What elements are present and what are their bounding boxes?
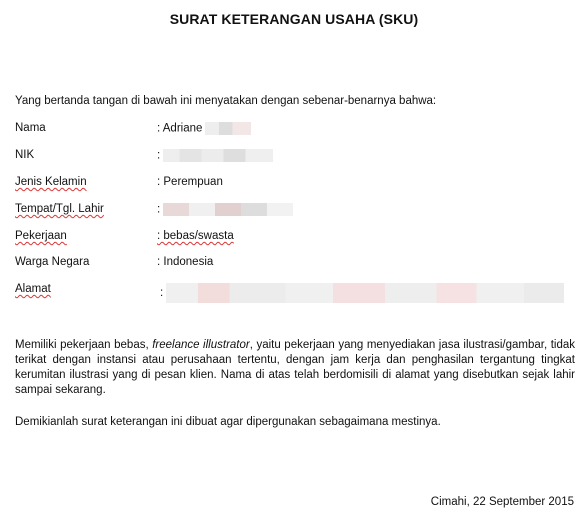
redacted-block (163, 149, 273, 162)
field-label: Nama (15, 122, 46, 134)
italic-profession: freelance illustrator (152, 339, 250, 351)
field-value: : Indonesia (157, 256, 214, 268)
field-label: Warga Negara (15, 256, 90, 268)
field-value: : bebas/swasta (157, 230, 234, 242)
field-value: : (157, 203, 161, 216)
field-label: NIK (15, 149, 35, 161)
field-label: Jenis Kelamin (15, 176, 87, 188)
field-label: Pekerjaan (15, 230, 67, 242)
intro-text: Yang bertanda tangan di bawah ini menyatakan dengan sebenar-benarnya bahwa: (15, 95, 437, 107)
field-value: : Perempuan (157, 176, 223, 188)
field-value: : (157, 149, 161, 162)
paragraph-closing: Demikianlah surat keterangan ini dibuat agar dipergunakan sebagaimana mestinya. (15, 416, 441, 428)
redacted-block (163, 203, 293, 216)
date-line: Cimahi, 22 September 2015 (430, 496, 574, 508)
paragraph-description: Memiliki pekerjaan bebas, freelance illustrator, yaitu pekerjaan yang menyediakan jasa ilustrasi/gambar, tidak terikat dengan instansi atau perusahaan tertentu, dengan jam kerja dan penghasilan tergantung tingkat kerumitan ilustrasi yang di pesan klien. Nama di atas telah berdomisili di alamat yang disebutkan sejak lahir sampai sekarang. (15, 339, 575, 396)
redacted-block (205, 122, 251, 135)
redacted-block (166, 283, 564, 303)
field-label: Tempat/Tgl. Lahir (15, 203, 104, 215)
field-value: : (160, 287, 164, 300)
field-value: : Adriane (157, 122, 203, 135)
field-label: Alamat (15, 283, 51, 295)
document-title: SURAT KETERANGAN USAHA (SKU) (169, 11, 419, 27)
